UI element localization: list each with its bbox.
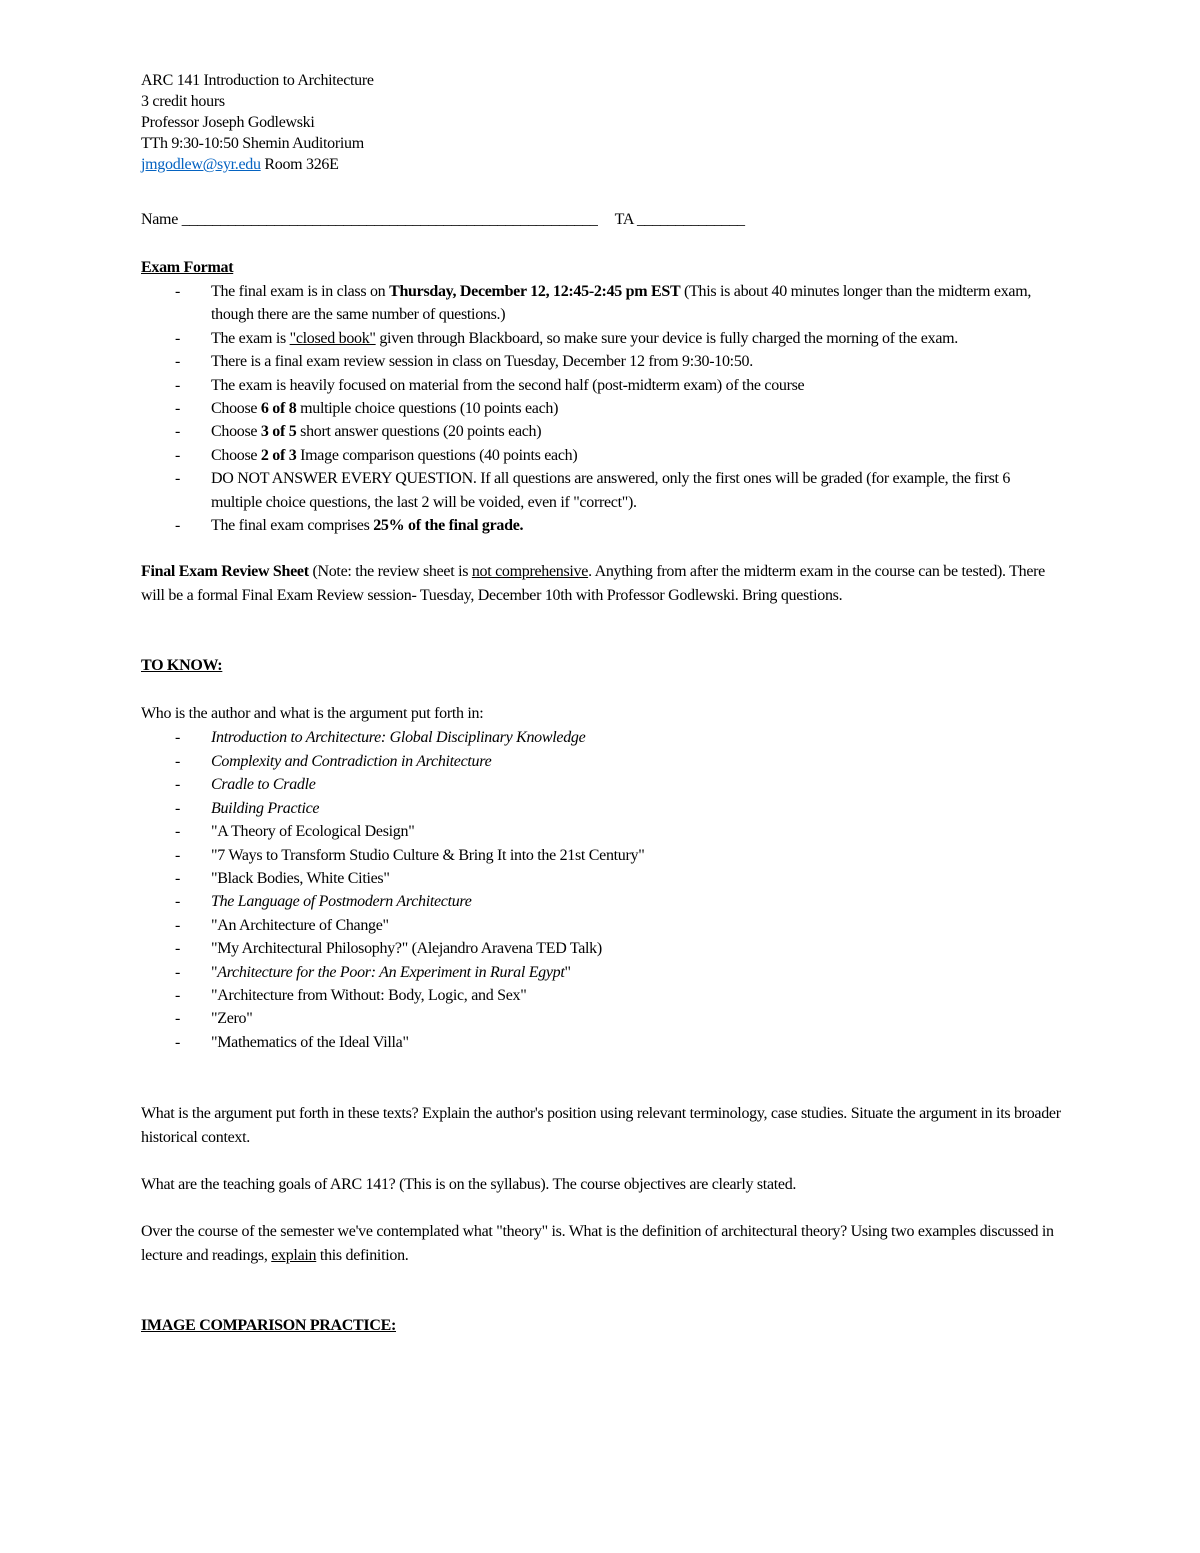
dash-bullet: - [175,283,181,300]
review-sheet-paragraph: Final Exam Review Sheet (Note: the review sheet is not comprehensive. Anything from after the midterm exam in the course can be tested). There will be a formal Final Exam Review session- Tuesday, December 10th with Professor Godlewski. Bring questions. [141,563,1045,605]
dash-bullet: - [175,423,181,441]
list-item: - "Architecture for the Poor: An Experiment in Rural Egypt" [141,961,1061,984]
name-blank[interactable]: ______________________________________________________ [181,211,598,228]
list-item: - The exam is heavily focused on material from the second half (post-midterm exam) of the course [141,374,1061,397]
dash-bullet: - [175,329,181,347]
dash-bullet: - [175,376,181,394]
dash-bullet: - [175,446,181,464]
list-item: - The Language of Postmodern Architecture [141,890,1061,913]
name-ta-line [141,208,1061,232]
list-item: - "Black Bodies, White Cities" [141,867,1061,890]
dash-bullet: - [175,353,181,371]
contact-line [141,154,1061,175]
list-item: - Choose 6 of 8 multiple choice questions (10 points each) [141,397,1061,420]
list-item: - The exam is "closed book" given through Blackboard, so make sure your device is fully charged the morning of the exam. [141,327,1061,350]
email-link[interactable]: jmgodlew@syr.edu [141,156,261,173]
dash-bullet: - [175,963,181,981]
list-item: - Complexity and Contradiction in Architecture [141,750,1061,773]
dash-bullet: - [175,752,181,770]
dash-bullet: - [175,1010,181,1028]
dash-bullet: - [175,729,181,747]
dash-bullet: - [175,1033,181,1051]
exam-format-heading: Exam Format [141,259,234,276]
list-item: - The final exam is in class on Thursday, December 12, 12:45-2:45 pm EST (This is about 40 minutes longer than the midterm exam, though there are the same number of questions.) [141,280,1061,327]
question-teaching-goals: What are the teaching goals of ARC 141? (This is on the syllabus). The course objectives are clearly stated. [141,1176,797,1194]
list-item: - Choose 2 of 3 Image comparison questions (40 points each) [141,444,1061,467]
dash-bullet: - [175,846,181,864]
document-page [141,70,1061,1338]
dash-bullet: - [175,400,181,418]
dash-bullet: - [175,799,181,817]
list-item: - Introduction to Architecture: Global Disciplinary Knowledge [141,726,1061,749]
dash-bullet: - [175,823,181,841]
list-item: - "Zero" [141,1007,1061,1030]
dash-bullet: - [175,517,181,535]
to-know-intro: Who is the author and what is the argument put forth in: [141,705,484,723]
dash-bullet: - [175,470,181,488]
list-item: - Choose 3 of 5 short answer questions (20 points each) [141,420,1061,443]
professor-name: Professor Joseph Godlewski [141,114,315,131]
list-item: - "A Theory of Ecological Design" [141,820,1061,843]
to-know-heading: TO KNOW: [141,657,223,675]
image-comparison-heading: IMAGE COMPARISON PRACTICE: [141,1317,397,1335]
dash-bullet: - [175,986,181,1004]
exam-format-list [141,280,1061,537]
question-theory: Over the course of the semester we've contemplated what "theory" is. What is the definition of architectural theory? Using two examples discussed in lecture and readings, explain this definition. [141,1223,1054,1265]
dash-bullet: - [175,869,181,887]
list-item: - "An Architecture of Change" [141,914,1061,937]
readings-list [141,726,1061,1054]
list-item: - "7 Ways to Transform Studio Culture & Bring It into the 21st Century" [141,844,1061,867]
dash-bullet: - [175,940,181,958]
list-item: - Building Practice [141,797,1061,820]
class-schedule: TTh 9:30-10:50 Shemin Auditorium [141,135,364,152]
name-label: Name [141,211,179,228]
list-item: - The final exam comprises 25% of the final grade. [141,514,1061,537]
question-argument: What is the argument put forth in these texts? Explain the author's position using relevant terminology, case studies. Situate the argument in its broader historical context. [141,1105,1061,1147]
list-item: - "Architecture from Without: Body, Logic, and Sex" [141,984,1061,1007]
exam-date: Thursday, December 12, 12:45-2:45 pm EST [389,283,681,300]
dash-bullet: - [175,776,181,794]
list-item: - Cradle to Cradle [141,773,1061,796]
list-item: - "My Architectural Philosophy?" (Alejandro Aravena TED Talk) [141,937,1061,960]
ta-blank[interactable]: ______________ [636,211,745,228]
list-item: - There is a final exam review session in class on Tuesday, December 12 from 9:30-10:50. [141,350,1061,373]
list-item: - "Mathematics of the Ideal Villa" [141,1031,1061,1054]
dash-bullet: - [175,916,181,934]
list-item: - DO NOT ANSWER EVERY QUESTION. If all questions are answered, only the first ones will be graded (for example, the first 6 multiple choice questions, the last 2 will be voided, even if "correct"). [141,467,1061,514]
course-header [141,70,1061,175]
office-room: Room 326E [264,156,339,173]
dash-bullet: - [175,893,181,911]
ta-label: TA [614,211,634,228]
review-sheet-title: Final Exam Review Sheet [141,563,309,581]
course-title: ARC 141 Introduction to Architecture [141,72,374,89]
credit-hours: 3 credit hours [141,93,225,110]
